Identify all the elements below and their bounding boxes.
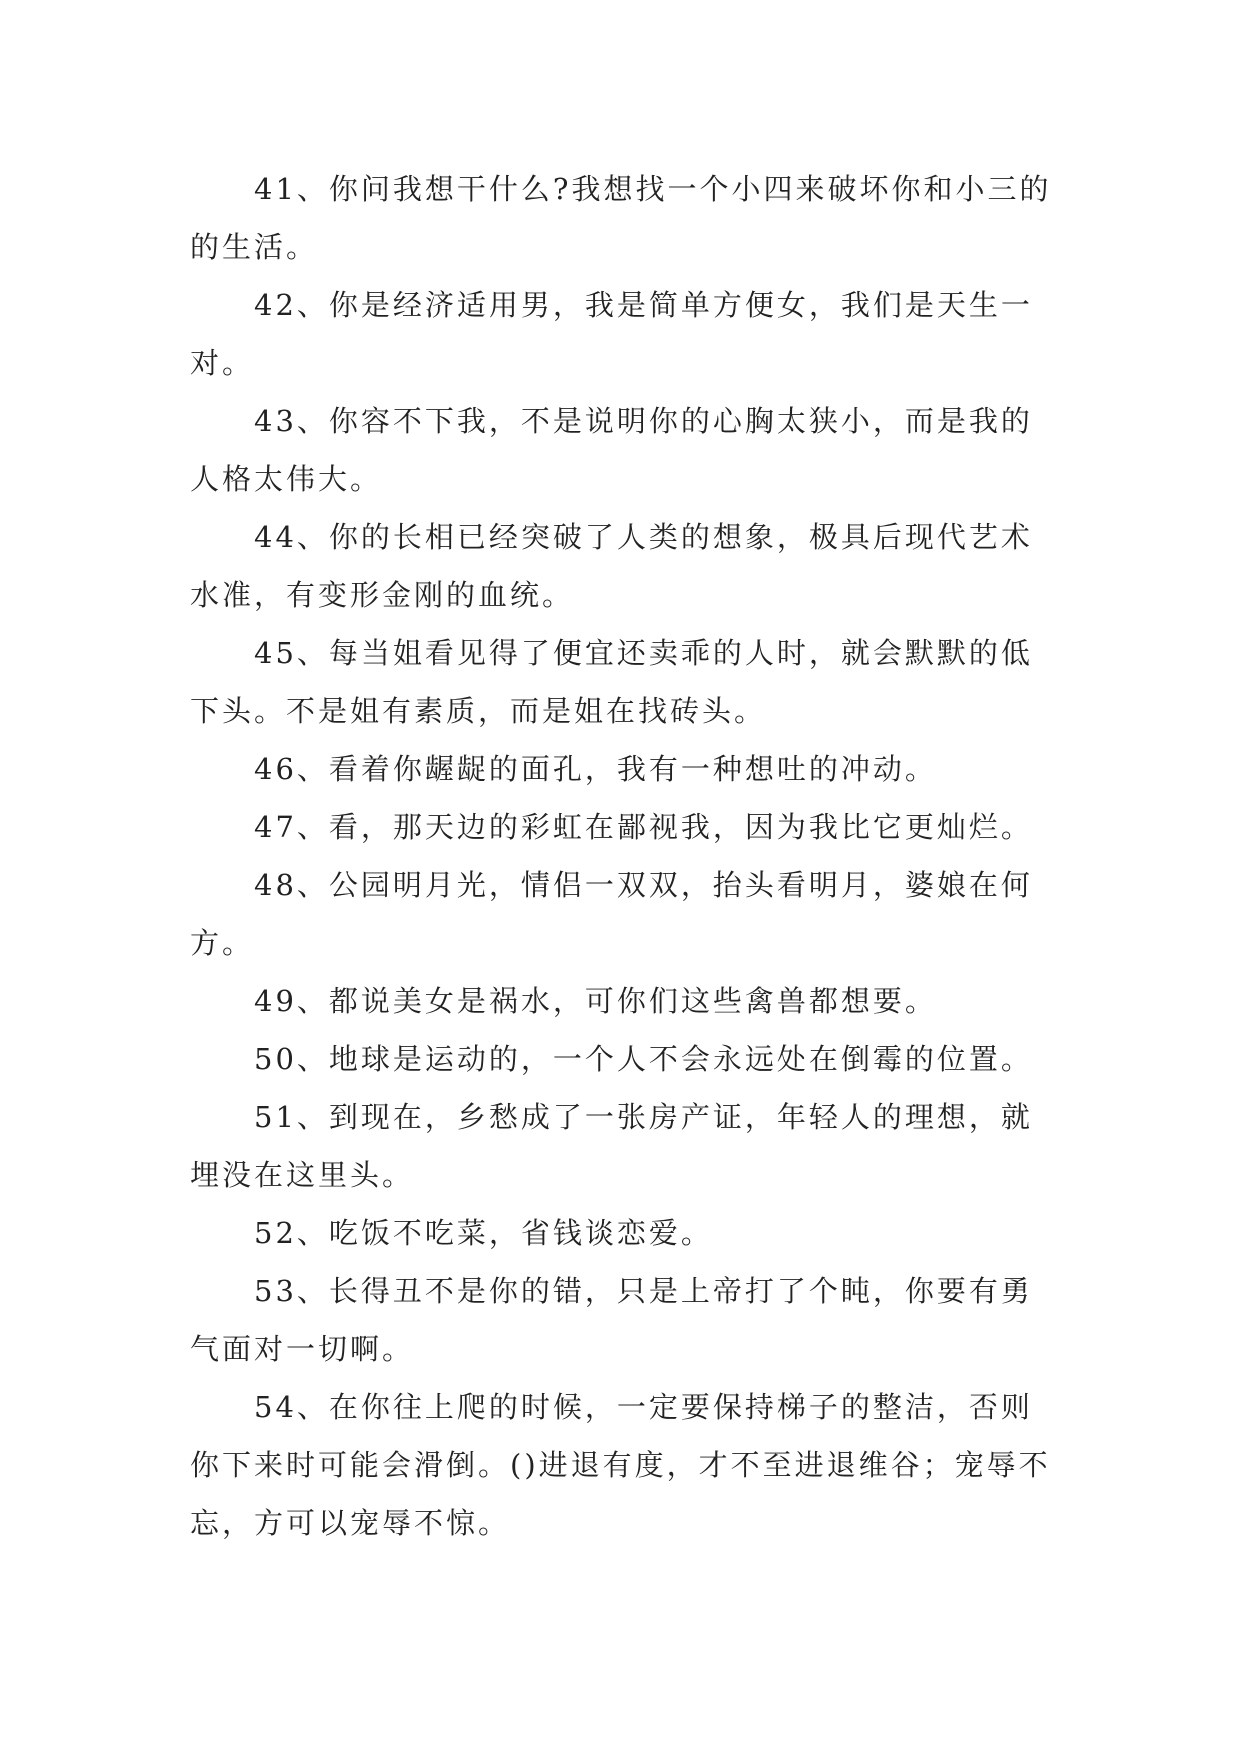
paragraph-47: 47、看，那天边的彩虹在鄙视我，因为我比它更灿烂。 (254, 810, 1033, 844)
paragraph-53: 53、长得丑不是你的错，只是上帝打了个盹，你要有勇气面对一切啊。 (190, 1274, 1033, 1366)
paragraph-48: 48、公园明月光，情侣一双双，抬头看明月，婆娘在何方。 (190, 868, 1033, 960)
paragraph-45: 45、每当姐看见得了便宜还卖乖的人时，就会默默的低下头。不是姐有素质，而是姐在找砖头。 (190, 636, 1033, 728)
document-body (190, 160, 1060, 1552)
paragraph-51: 51、到现在，乡愁成了一张房产证，年轻人的理想，就埋没在这里头。 (190, 1100, 1033, 1192)
paragraph-50: 50、地球是运动的，一个人不会永远处在倒霉的位置。 (254, 1042, 1033, 1076)
paragraph-49: 49、都说美女是祸水，可你们这些禽兽都想要。 (254, 984, 937, 1018)
paragraph-54: 54、在你往上爬的时候，一定要保持梯子的整洁，否则你下来时可能会滑倒。()进退有度，才不至进退维谷；宠辱不忘，方可以宠辱不惊。 (190, 1390, 1051, 1540)
paragraph-41: 41、你问我想干什么?我想找一个小四来破坏你和小三的的生活。 (190, 172, 1052, 264)
paragraph-52: 52、吃饭不吃菜，省钱谈恋爱。 (254, 1216, 713, 1250)
paragraph-44: 44、你的长相已经突破了人类的想象，极具后现代艺术水准，有变形金刚的血统。 (190, 520, 1033, 612)
paragraph-46: 46、看着你龌龊的面孔，我有一种想吐的冲动。 (254, 752, 937, 786)
paragraph-43: 43、你容不下我，不是说明你的心胸太狭小，而是我的人格太伟大。 (190, 404, 1033, 496)
paragraph-42: 42、你是经济适用男，我是简单方便女，我们是天生一对。 (190, 288, 1033, 380)
